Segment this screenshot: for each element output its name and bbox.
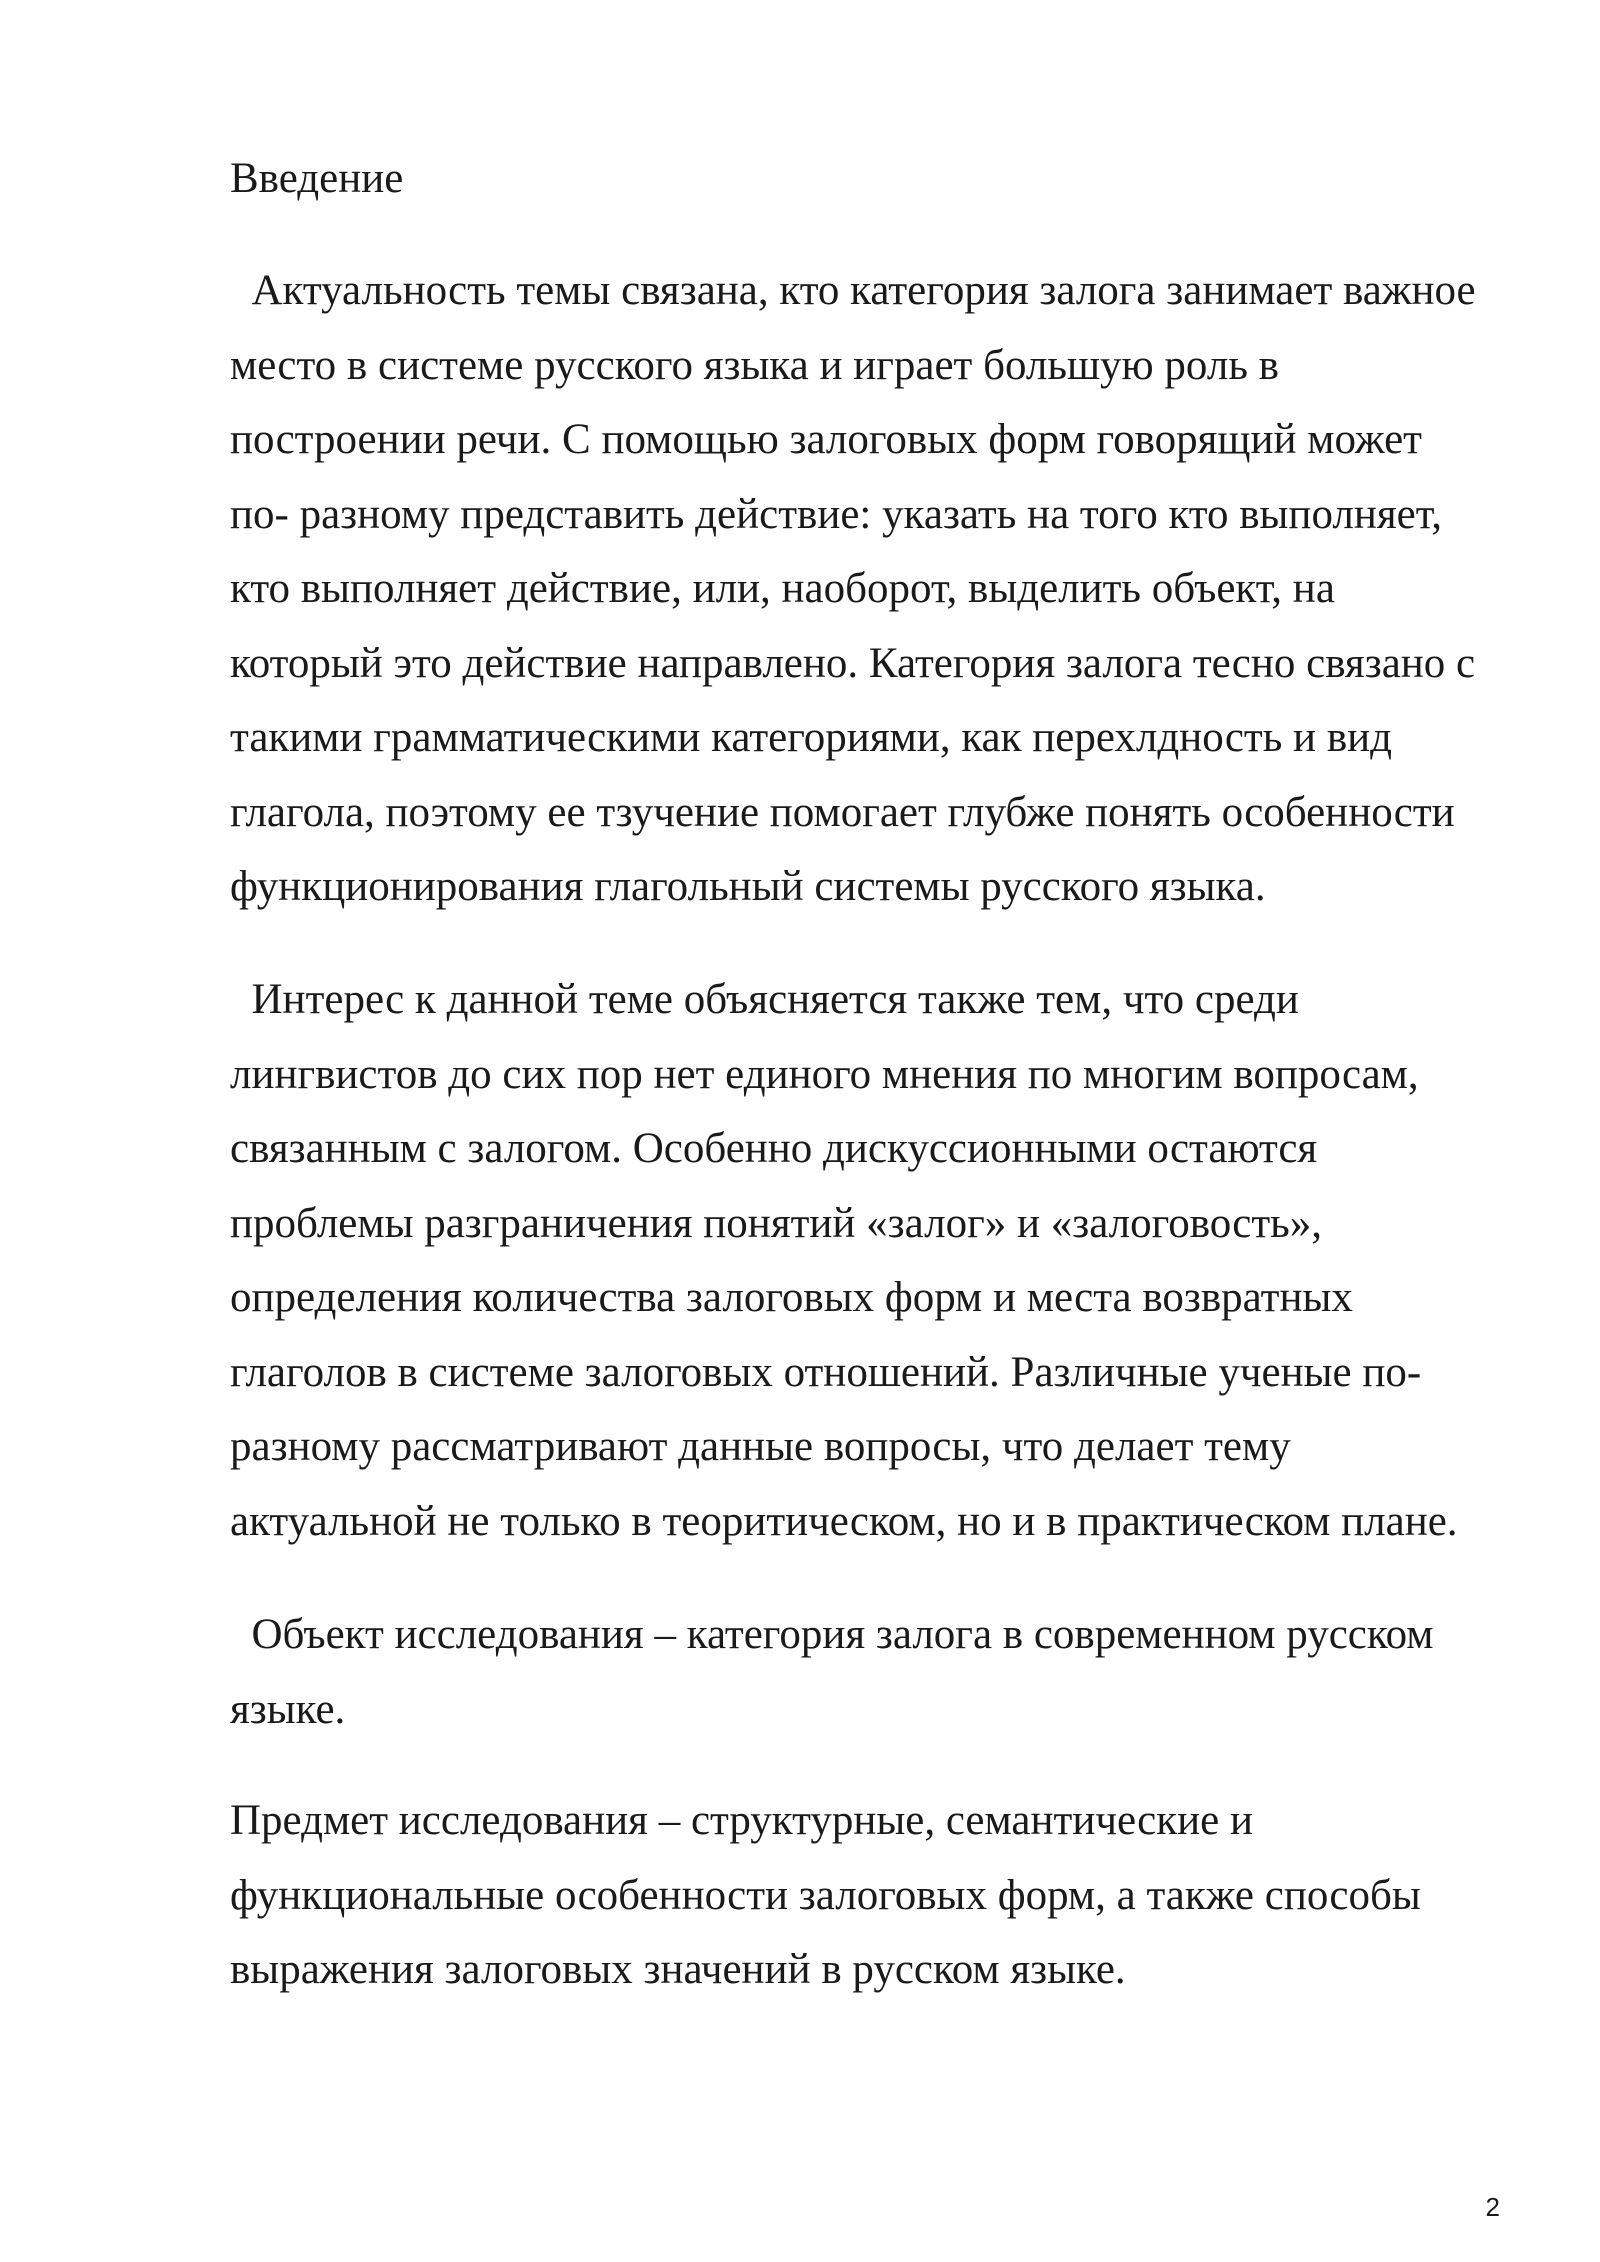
- paragraph-line: проблемы разграничения понятий «залог» и «залоговость»,: [230, 1199, 1323, 1247]
- paragraph-line: Предмет исследования – структурные, семантические и: [230, 1797, 1253, 1844]
- paragraph-line: лингвистов до сих пор нет единого мнения по многим вопросам,: [230, 1050, 1419, 1098]
- paragraph-line: определения количества залоговых форм и места возвратных: [230, 1274, 1353, 1321]
- paragraph-line: кто выполняет действие, или, наоборот, выделить объект, на: [230, 565, 1335, 612]
- paragraph-line: Актуальность темы связана, кто категория залога занимает важное: [230, 267, 1476, 314]
- paragraph-line: функционирования глагольный системы русского языка.: [230, 863, 1266, 910]
- paragraph-line: построении речи. С помощью залоговых форм говорящий может: [230, 416, 1422, 463]
- paragraph-subject: [230, 1784, 1490, 2008]
- paragraph-line: связанным с залогом. Особенно дискуссионными остаются: [230, 1125, 1318, 1172]
- paragraph-interest: [230, 963, 1490, 1559]
- paragraph-line: актуальной не только в теоритическом, но и в практическом плане.: [230, 1497, 1458, 1545]
- heading-text: Введение: [230, 155, 404, 202]
- paragraph-line: языке.: [230, 1685, 346, 1733]
- paragraph-object: [230, 1598, 1490, 1747]
- paragraph-relevance: [230, 254, 1490, 925]
- paragraph-line: Интерес к данной теме объясняется также тем, что среди: [230, 976, 1299, 1023]
- paragraph-line: глаголов в системе залоговых отношений. Различные ученые по-: [230, 1348, 1422, 1396]
- paragraph-line: выражения залоговых значений в русском языке.: [230, 1946, 1126, 1993]
- paragraph-line: глагола, поэтому ее тзучение помогает глубже понять особенности: [230, 788, 1455, 836]
- paragraph-line: по- разному представить действие: указать на того кто выполняет,: [230, 490, 1443, 538]
- paragraph-line: разному рассматривают данные вопросы, что делает тему: [230, 1423, 1291, 1470]
- section-heading: [230, 142, 1490, 217]
- paragraph-line: место в системе русского языка и играет большую роль в: [230, 341, 1279, 389]
- paragraph-line: который это действие направлено. Категория залога тесно связано с: [230, 639, 1476, 687]
- paragraph-line: Объект исследования – категория залога в современном русском: [230, 1611, 1434, 1658]
- paragraph-line: такими грамматическими категориями, как перехлдность и вид: [230, 714, 1393, 761]
- paragraph-line: функциональные особенности залоговых форм, а также способы: [230, 1871, 1421, 1919]
- page-number: 2: [1485, 2192, 1500, 2222]
